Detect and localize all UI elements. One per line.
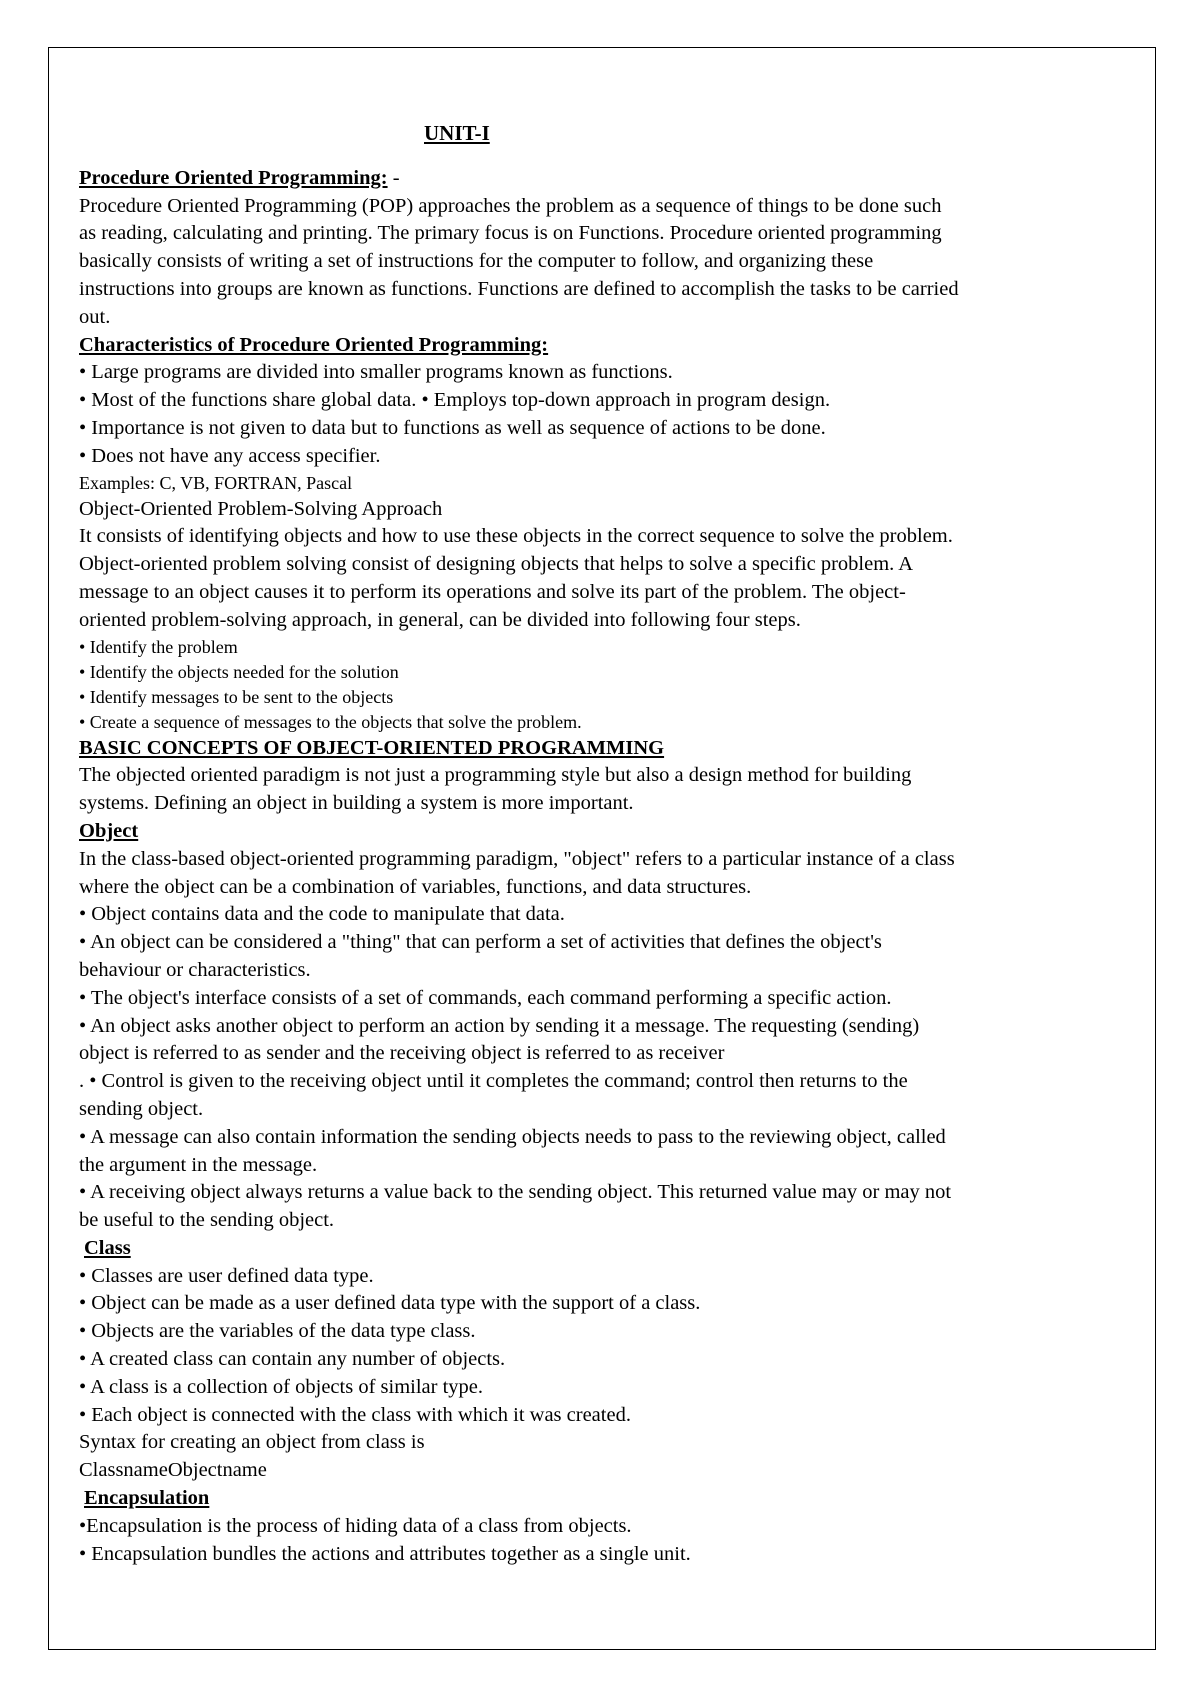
- paragraph-line: out.: [79, 305, 111, 328]
- paragraph-line: Procedure Oriented Programming (POP) approaches the problem as a sequence of things to be done such: [79, 194, 942, 217]
- paragraph-line: oriented problem-solving approach, in general, can be divided into following four steps.: [79, 608, 801, 631]
- bullet-item: • Most of the functions share global data. • Employs top-down approach in program design.: [79, 389, 831, 412]
- object-line: In the class-based object-oriented programming paradigm, "object" refers to a particular instance of a class: [79, 847, 955, 870]
- oo-approach-heading: Object-Oriented Problem-Solving Approach: [79, 497, 443, 520]
- paragraph-line: instructions into groups are known as functions. Functions are defined to accomplish the tasks to be carried: [79, 277, 959, 300]
- object-heading: Object: [79, 819, 139, 842]
- paragraph-line: message to an object causes it to perform its operations and solve its part of the problem. The object-: [79, 580, 906, 603]
- document-body: [79, 120, 1139, 1568]
- object-line: sending object.: [79, 1097, 204, 1120]
- encapsulation-heading: Encapsulation: [84, 1487, 210, 1510]
- pop-heading-line: [79, 165, 1139, 193]
- step-item: • Identify the problem: [79, 636, 238, 657]
- bullet-item: • Importance is not given to data but to functions as well as sequence of actions to be done.: [79, 416, 826, 439]
- pop-characteristics-heading: Characteristics of Procedure Oriented Programming:: [79, 333, 549, 356]
- object-line: • A receiving object always returns a value back to the sending object. This returned value may or may not: [79, 1181, 952, 1204]
- object-line: • A message can also contain information the sending objects needs to pass to the reviewing object, called: [79, 1125, 946, 1148]
- object-line: . • Control is given to the receiving object until it completes the command; control then returns to the: [79, 1070, 908, 1093]
- class-line: • Object can be made as a user defined data type with the support of a class.: [79, 1292, 701, 1315]
- class-heading: Class: [84, 1236, 131, 1259]
- bullet-item: • Does not have any access specifier.: [79, 444, 381, 467]
- class-heading-line: [79, 1235, 1139, 1263]
- object-line: object is referred to as sender and the receiving object is referred to as receiver: [79, 1042, 725, 1065]
- encapsulation-line: • Encapsulation bundles the actions and attributes together as a single unit.: [79, 1542, 691, 1565]
- oo-steps-list: [79, 635, 1139, 735]
- step-item: • Identify messages to be sent to the objects: [79, 686, 394, 707]
- page-title: UNIT-I: [424, 121, 490, 145]
- pop-heading: Procedure Oriented Programming:: [79, 166, 388, 189]
- object-line: • Object contains data and the code to manipulate that data.: [79, 903, 565, 926]
- encapsulation-line: •Encapsulation is the process of hiding data of a class from objects.: [79, 1514, 632, 1537]
- object-line: be useful to the sending object.: [79, 1209, 335, 1232]
- object-line: • An object asks another object to perform an action by sending it a message. The requesting (sending): [79, 1014, 920, 1037]
- paragraph-line: The objected oriented paradigm is not just a programming style but also a design method for building: [79, 764, 912, 787]
- class-line: • A class is a collection of objects of similar type.: [79, 1375, 483, 1398]
- class-line: • Classes are user defined data type.: [79, 1264, 374, 1287]
- object-line: • The object's interface consists of a set of commands, each command performing a specific action.: [79, 986, 892, 1009]
- encapsulation-heading-line: [79, 1485, 1139, 1513]
- pop-heading-suffix: -: [387, 166, 400, 189]
- paragraph-line: systems. Defining an object in building a system is more important.: [79, 792, 634, 815]
- bullet-item: • Large programs are divided into smaller programs known as functions.: [79, 361, 673, 384]
- paragraph-line: as reading, calculating and printing. The primary focus is on Functions. Procedure oriented programming: [79, 222, 942, 245]
- class-line: Syntax for creating an object from class is: [79, 1431, 425, 1454]
- object-line: • An object can be considered a "thing" that can perform a set of activities that defines the object's: [79, 931, 882, 954]
- class-line: • Objects are the variables of the data type class.: [79, 1320, 476, 1343]
- basic-concepts-heading: BASIC CONCEPTS OF OBJECT-ORIENTED PROGRAMMING: [79, 736, 665, 759]
- step-item: • Identify the objects needed for the solution: [79, 661, 399, 682]
- paragraph-line: It consists of identifying objects and how to use these objects in the correct sequence to solve the problem.: [79, 525, 953, 548]
- step-item: • Create a sequence of messages to the objects that solve the problem.: [79, 711, 582, 732]
- object-line: where the object can be a combination of variables, functions, and data structures.: [79, 875, 752, 898]
- class-line: • A created class can contain any number of objects.: [79, 1348, 506, 1371]
- examples-line: Examples: C, VB, FORTRAN, Pascal: [79, 472, 353, 493]
- paragraph-line: Object-oriented problem solving consist of designing objects that helps to solve a specific problem. A: [79, 553, 914, 576]
- object-line: behaviour or characteristics.: [79, 958, 311, 981]
- paragraph-line: basically consists of writing a set of instructions for the computer to follow, and organizing these: [79, 250, 874, 273]
- object-line: the argument in the message.: [79, 1153, 318, 1176]
- class-line: • Each object is connected with the class with which it was created.: [79, 1403, 631, 1426]
- class-line: ClassnameObjectname: [79, 1459, 267, 1482]
